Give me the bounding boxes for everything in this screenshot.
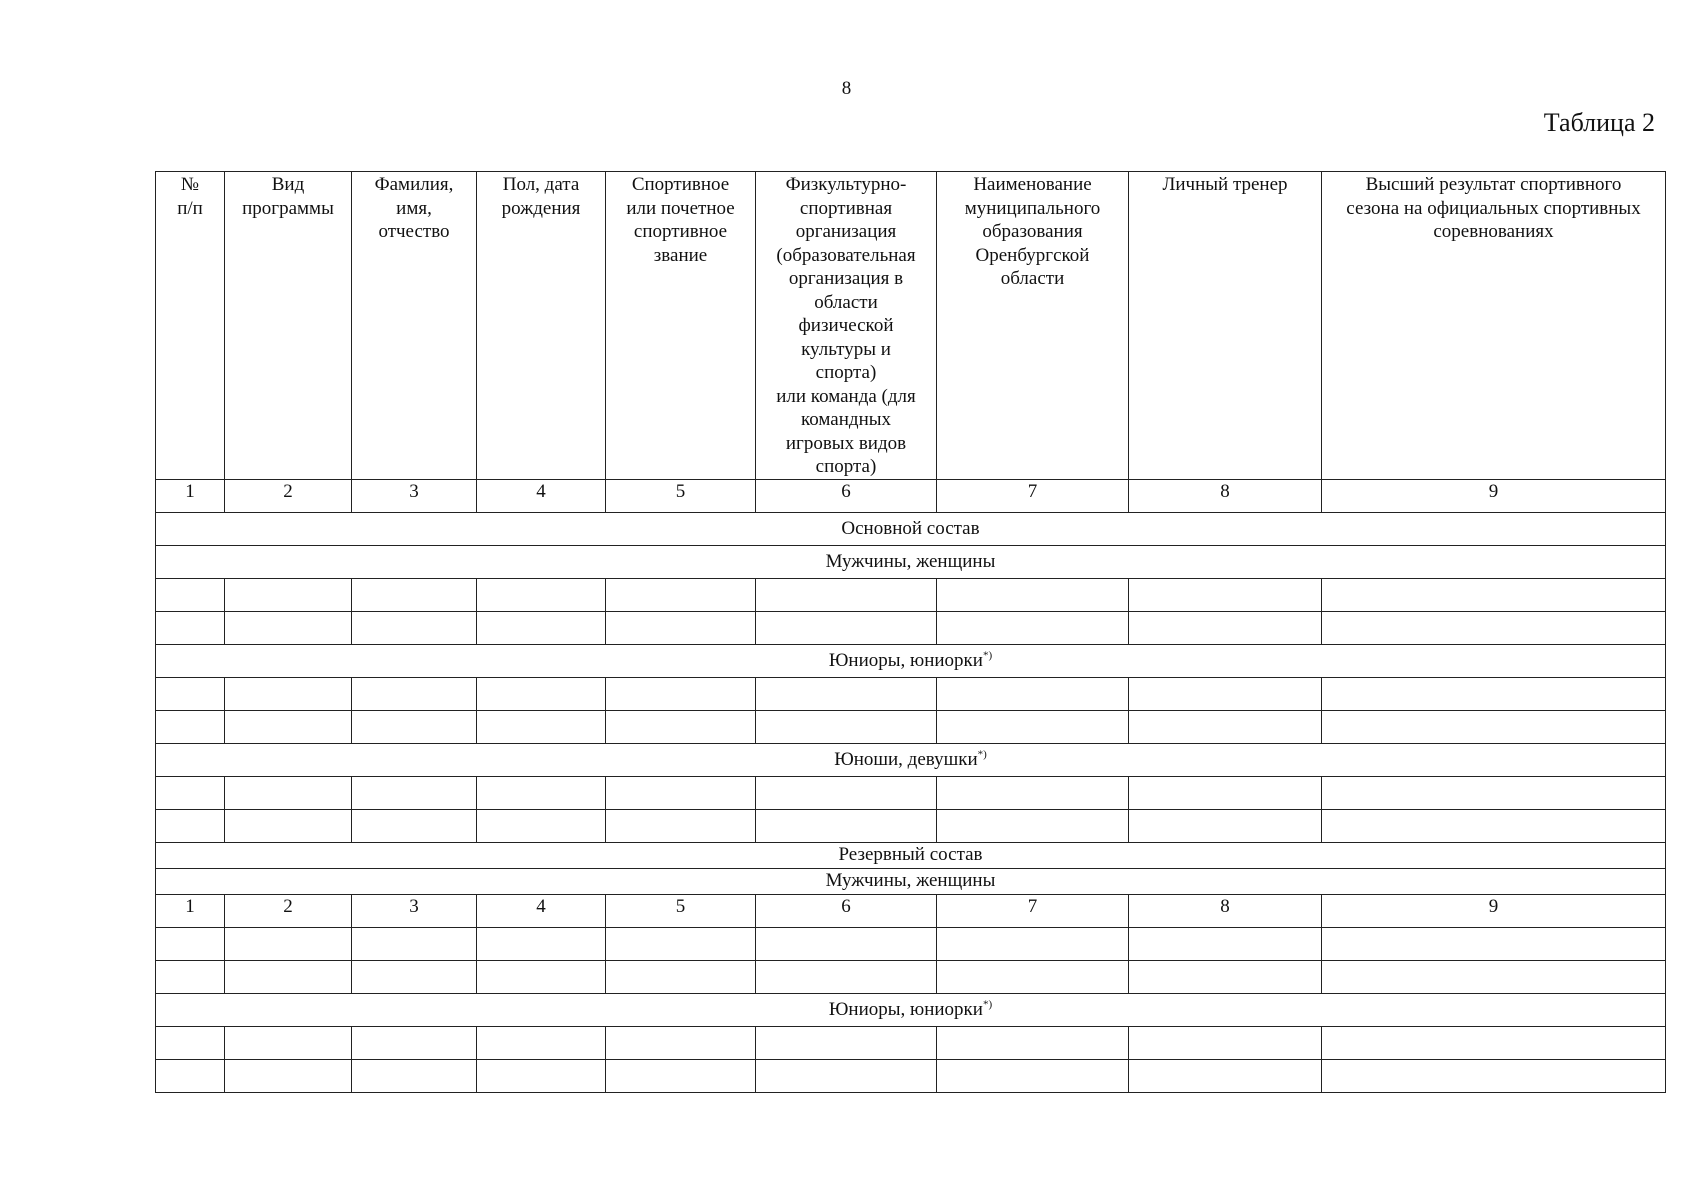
empty-cell[interactable] [1129, 776, 1322, 809]
header-text [477, 173, 605, 220]
table-row [156, 960, 1666, 993]
column-number: 6 [756, 479, 937, 512]
empty-cell[interactable] [606, 927, 756, 960]
empty-cell[interactable] [477, 578, 606, 611]
header-cell [606, 172, 756, 480]
footnote-mark: *) [982, 998, 993, 1011]
table-row [156, 611, 1666, 644]
footnote-mark: *) [982, 649, 993, 662]
empty-cell[interactable] [937, 677, 1129, 710]
empty-cell[interactable] [352, 611, 477, 644]
header-line: программы [242, 197, 334, 219]
column-number: 7 [937, 479, 1129, 512]
empty-cell[interactable] [477, 776, 606, 809]
empty-cell[interactable] [756, 578, 937, 611]
header-cell [756, 172, 937, 480]
header-line: образования [982, 221, 1083, 242]
empty-cell[interactable] [1322, 809, 1666, 842]
empty-cell[interactable] [477, 611, 606, 644]
empty-cell[interactable] [352, 1026, 477, 1059]
subsection-youth [156, 743, 1666, 776]
column-number: 3 [352, 479, 477, 512]
column-number: 1 [156, 479, 225, 512]
empty-cell[interactable] [1322, 927, 1666, 960]
subsection-juniors [156, 644, 1666, 677]
header-line: Фамилия, [374, 174, 454, 195]
column-number: 4 [477, 479, 606, 512]
header-line: организация [795, 221, 897, 242]
empty-cell[interactable] [477, 1059, 606, 1092]
header-text [606, 173, 755, 267]
empty-cell[interactable] [1322, 1026, 1666, 1059]
empty-cell[interactable] [1129, 710, 1322, 743]
table-row [156, 776, 1666, 809]
section-reserve-team: Резервный состав [156, 842, 1666, 868]
header-line: звание [653, 244, 708, 266]
empty-cell[interactable] [1322, 1059, 1666, 1092]
header-text [1322, 173, 1665, 244]
column-number: 4 [477, 894, 606, 927]
empty-cell[interactable] [756, 809, 937, 842]
empty-cell[interactable] [225, 677, 352, 710]
subsection-label: Юниоры, юниорки [828, 649, 983, 671]
header-text [756, 173, 936, 479]
empty-cell[interactable] [352, 776, 477, 809]
table-row [156, 1059, 1666, 1092]
column-number: 3 [352, 894, 477, 927]
empty-cell[interactable] [477, 927, 606, 960]
header-line: Оренбургской [975, 244, 1090, 266]
empty-cell[interactable] [1129, 677, 1322, 710]
empty-cell[interactable] [756, 927, 937, 960]
table-row [156, 710, 1666, 743]
header-line: Спортивное [631, 174, 730, 195]
empty-cell[interactable] [156, 578, 225, 611]
header-cell [225, 172, 352, 480]
empty-cell[interactable] [477, 677, 606, 710]
empty-cell[interactable] [352, 710, 477, 743]
empty-cell[interactable] [225, 578, 352, 611]
header-line: отчество [378, 221, 450, 242]
empty-cell[interactable] [225, 960, 352, 993]
table-row [156, 677, 1666, 710]
empty-cell[interactable] [225, 1059, 352, 1092]
empty-cell[interactable] [756, 710, 937, 743]
header-cell [937, 172, 1129, 480]
empty-cell[interactable] [1322, 960, 1666, 993]
subsection-reserve-men-women: Мужчины, женщины [156, 868, 1666, 894]
header-line: области [814, 291, 878, 313]
section-row [156, 545, 1666, 578]
empty-cell[interactable] [225, 611, 352, 644]
footnote-mark: *) [977, 748, 987, 761]
empty-cell[interactable] [1129, 809, 1322, 842]
empty-cell[interactable] [937, 960, 1129, 993]
header-line: спортивная [799, 197, 893, 219]
header-line: муниципального [964, 197, 1101, 219]
header-line: организация в [788, 268, 904, 289]
subsection-men-women: Мужчины, женщины [156, 545, 1666, 578]
column-number: 8 [1129, 894, 1322, 927]
header-line: спорта) [815, 456, 877, 477]
header-text [156, 173, 224, 220]
empty-cell[interactable] [606, 1026, 756, 1059]
header-line: Личный тренер [1162, 174, 1288, 195]
empty-cell[interactable] [1322, 677, 1666, 710]
empty-cell[interactable] [156, 1026, 225, 1059]
section-row [156, 743, 1666, 776]
empty-cell[interactable] [1322, 710, 1666, 743]
empty-cell[interactable] [225, 927, 352, 960]
empty-cell[interactable] [225, 776, 352, 809]
header-line: Наименование [973, 174, 1092, 195]
empty-cell[interactable] [1322, 578, 1666, 611]
empty-cell[interactable] [156, 677, 225, 710]
header-line: (образовательная [776, 244, 916, 266]
table-row [156, 1026, 1666, 1059]
empty-cell[interactable] [477, 1026, 606, 1059]
subsection-label: Юноши, девушки [834, 748, 978, 770]
empty-cell[interactable] [606, 960, 756, 993]
empty-cell[interactable] [756, 776, 937, 809]
header-cell [352, 172, 477, 480]
empty-cell[interactable] [352, 927, 477, 960]
header-line: физической [798, 315, 894, 336]
column-number-row [156, 479, 1666, 512]
empty-cell[interactable] [606, 611, 756, 644]
empty-cell[interactable] [1129, 960, 1322, 993]
empty-cell[interactable] [756, 1026, 937, 1059]
empty-cell[interactable] [937, 611, 1129, 644]
empty-cell[interactable] [156, 776, 225, 809]
header-line: имя, [396, 197, 432, 219]
section-row [156, 868, 1666, 894]
empty-cell[interactable] [937, 578, 1129, 611]
table-row [156, 927, 1666, 960]
header-line: Физкультурно- [785, 174, 907, 195]
empty-cell[interactable] [156, 611, 225, 644]
page-number: 8 [841, 78, 852, 99]
empty-cell[interactable] [937, 927, 1129, 960]
header-line: рождения [501, 197, 581, 219]
header-cell [1129, 172, 1322, 480]
header-text [1129, 173, 1321, 197]
empty-cell[interactable] [156, 960, 225, 993]
column-number: 9 [1322, 894, 1666, 927]
section-row [156, 512, 1666, 545]
empty-cell[interactable] [225, 710, 352, 743]
section-row [156, 993, 1666, 1026]
empty-cell[interactable] [606, 1059, 756, 1092]
header-line: или команда (для [776, 385, 916, 407]
header-line: области [1000, 268, 1065, 289]
empty-cell[interactable] [156, 809, 225, 842]
header-line: игровых видов [785, 432, 907, 454]
column-number: 7 [937, 894, 1129, 927]
athletes-table [155, 171, 1666, 1093]
empty-cell[interactable] [352, 578, 477, 611]
header-text [937, 173, 1128, 291]
column-number: 5 [606, 479, 756, 512]
column-number-row [156, 894, 1666, 927]
column-number: 5 [606, 894, 756, 927]
empty-cell[interactable] [1129, 1026, 1322, 1059]
empty-cell[interactable] [1129, 927, 1322, 960]
header-text [352, 173, 476, 244]
header-line: культуры и [801, 338, 891, 360]
empty-cell[interactable] [477, 960, 606, 993]
empty-cell[interactable] [606, 809, 756, 842]
header-line: спортивное [633, 221, 728, 242]
empty-cell[interactable] [477, 809, 606, 842]
header-line: п/п [177, 197, 203, 219]
empty-cell[interactable] [937, 1026, 1129, 1059]
column-number: 8 [1129, 479, 1322, 512]
empty-cell[interactable] [756, 677, 937, 710]
empty-cell[interactable] [156, 710, 225, 743]
header-line: соревнованиях [1433, 221, 1554, 242]
empty-cell[interactable] [606, 677, 756, 710]
header-text [225, 173, 351, 220]
header-line: спорта) [815, 362, 877, 383]
empty-cell[interactable] [937, 1059, 1129, 1092]
empty-cell[interactable] [352, 960, 477, 993]
empty-cell[interactable] [352, 1059, 477, 1092]
empty-cell[interactable] [156, 927, 225, 960]
empty-cell[interactable] [352, 677, 477, 710]
header-line: № [180, 174, 200, 195]
table-row [156, 578, 1666, 611]
table-row [156, 809, 1666, 842]
column-number: 2 [225, 479, 352, 512]
empty-cell[interactable] [156, 1059, 225, 1092]
header-cell [1322, 172, 1666, 480]
header-cell [477, 172, 606, 480]
empty-cell[interactable] [1129, 578, 1322, 611]
header-line: Высший результат спортивного [1365, 174, 1622, 195]
empty-cell[interactable] [1129, 611, 1322, 644]
empty-cell[interactable] [1322, 611, 1666, 644]
section-row [156, 644, 1666, 677]
empty-cell[interactable] [606, 776, 756, 809]
header-line: командных [801, 409, 891, 430]
section-row [156, 842, 1666, 868]
empty-cell[interactable] [1322, 776, 1666, 809]
empty-cell[interactable] [756, 960, 937, 993]
section-main-team: Основной состав [156, 512, 1666, 545]
empty-cell[interactable] [937, 809, 1129, 842]
header-line: или почетное [626, 197, 735, 219]
empty-cell[interactable] [606, 710, 756, 743]
table-caption: Таблица 2 [1543, 108, 1655, 137]
empty-cell[interactable] [937, 710, 1129, 743]
empty-cell[interactable] [225, 809, 352, 842]
column-number: 2 [225, 894, 352, 927]
empty-cell[interactable] [1129, 1059, 1322, 1092]
header-line: Пол, дата [502, 174, 580, 195]
empty-cell[interactable] [756, 611, 937, 644]
empty-cell[interactable] [477, 710, 606, 743]
empty-cell[interactable] [606, 578, 756, 611]
empty-cell[interactable] [756, 1059, 937, 1092]
empty-cell[interactable] [352, 809, 477, 842]
subsection-reserve-juniors [156, 993, 1666, 1026]
header-line: сезона на официальных спортивных [1346, 197, 1641, 219]
header-cell [156, 172, 225, 480]
subsection-label: Юниоры, юниорки [828, 998, 983, 1020]
column-number: 9 [1322, 479, 1666, 512]
column-number: 6 [756, 894, 937, 927]
empty-cell[interactable] [937, 776, 1129, 809]
column-number: 1 [156, 894, 225, 927]
header-row [156, 172, 1666, 480]
header-line: Вид [271, 174, 305, 195]
empty-cell[interactable] [225, 1026, 352, 1059]
